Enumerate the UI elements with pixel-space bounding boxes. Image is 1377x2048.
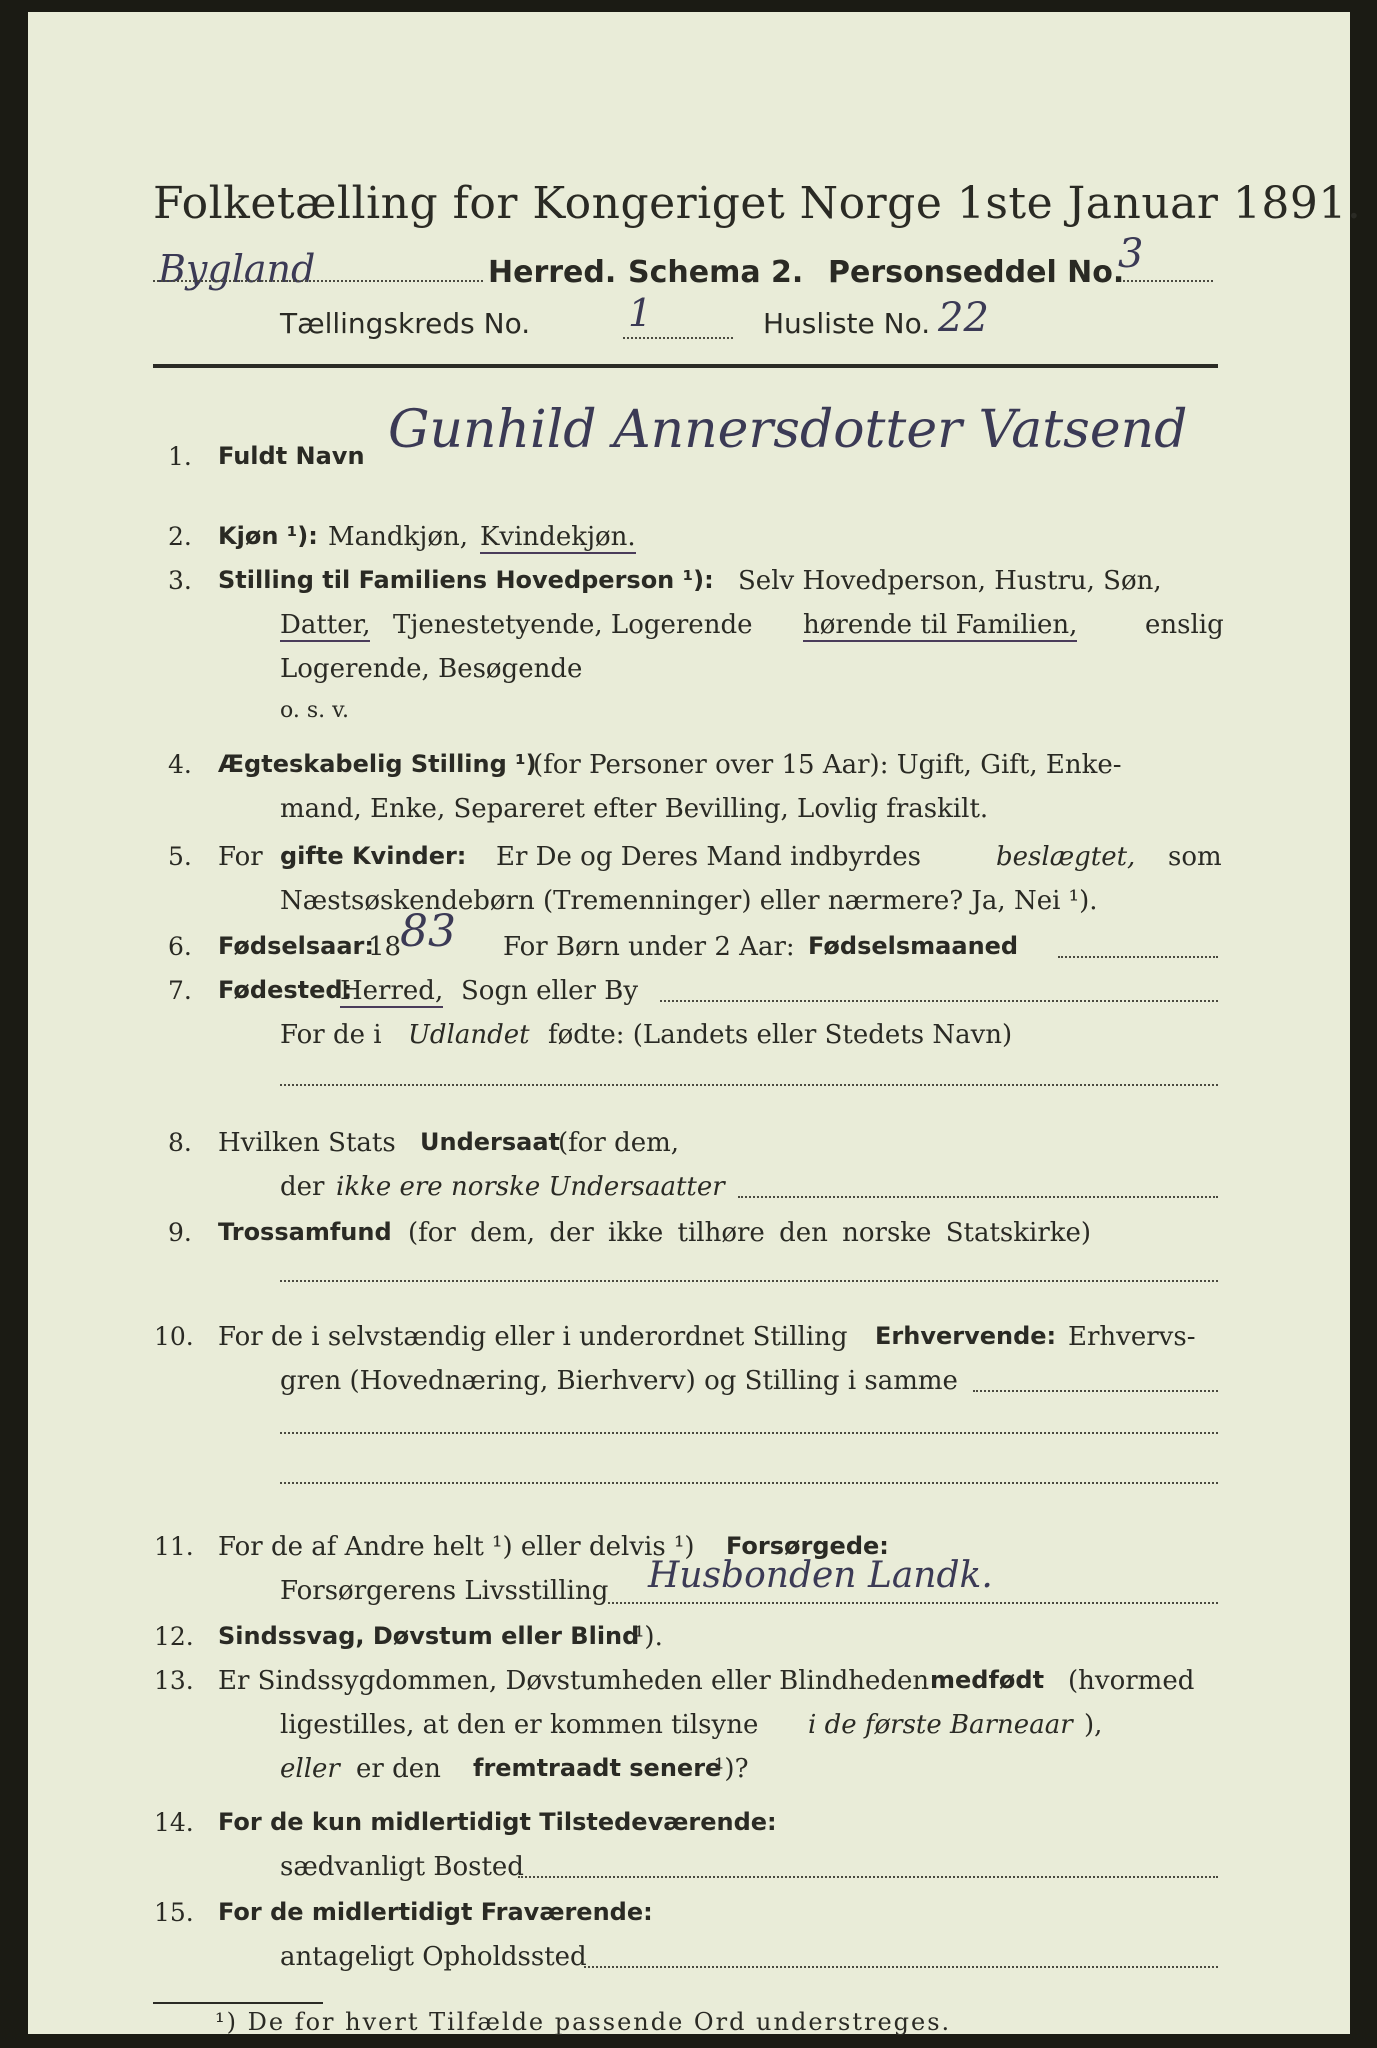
- kreds-value: 1: [628, 291, 653, 335]
- q13-eller: eller: [280, 1754, 340, 1784]
- q3-datter: Datter,: [280, 610, 371, 640]
- q13-line3b: er den: [356, 1754, 441, 1784]
- q5-line2: Næstsøskendebørn (Tremenninger) eller nærmere? Ja, Nei ¹).: [280, 886, 1098, 916]
- q1-number: 1.: [168, 442, 192, 471]
- q13-line1b: (hvormed: [1068, 1666, 1195, 1696]
- q2-option-male: Mandkjøn,: [328, 522, 468, 552]
- q14-label: For de kun midlertidigt Tilstedeværende:: [218, 1808, 777, 1836]
- q8-number: 8.: [168, 1128, 192, 1157]
- q4-number: 4.: [168, 750, 192, 779]
- q1-name-value: Gunhild Annersdotter Vatsend: [388, 400, 1188, 460]
- q2-number: 2.: [168, 522, 192, 551]
- q10-label: Erhvervende:: [875, 1322, 1057, 1350]
- q9-line1: (for dem, der ikke tilhøre den norske Statskirke): [408, 1218, 1092, 1248]
- q5-label: gifte Kvinder:: [280, 842, 467, 870]
- q3-line3: Logerende, Besøgende: [280, 654, 583, 684]
- q6-fodselsmaaned: Fødselsmaaned: [808, 932, 1019, 960]
- q13-forste-barneaar: i de første Barneaar: [808, 1710, 1073, 1740]
- footnote-rule: [153, 2002, 323, 2004]
- form-title: Folketælling for Kongeriget Norge 1ste Januar 1891.: [153, 178, 1362, 229]
- q13-fremtraadt: fremtraadt senere: [473, 1754, 722, 1782]
- q13-line3d: ¹)?: [714, 1754, 749, 1784]
- q3-number: 3.: [168, 566, 192, 595]
- q6-dotline: [1058, 956, 1218, 958]
- q3-line4: o. s. v.: [280, 698, 349, 723]
- herred-value: Bygland: [158, 247, 316, 291]
- q7-number: 7.: [168, 976, 192, 1005]
- kreds-label: Tællingskreds No.: [280, 307, 531, 340]
- personseddel-dotline: [1123, 280, 1213, 282]
- q8-der: der: [280, 1172, 325, 1202]
- kreds-dotline: [623, 337, 733, 339]
- q6-year-value: 83: [400, 906, 456, 957]
- q7-sogn: Sogn eller By: [461, 976, 639, 1006]
- q13-line2c: ),: [1084, 1710, 1103, 1740]
- q4-label: Ægteskabelig Stilling ¹): [218, 750, 537, 778]
- q15-number: 15.: [154, 1898, 194, 1927]
- q14-line2: sædvanligt Bosted: [280, 1852, 524, 1882]
- q11-line1a: For de af Andre helt ¹) eller delvis ¹): [218, 1532, 695, 1562]
- q11-dotline: [608, 1602, 1218, 1604]
- q6-prefix: 18: [368, 932, 402, 962]
- q11-livsstilling-value: Husbonden Landk.: [648, 1555, 993, 1596]
- husliste-label: Husliste No.: [763, 307, 931, 340]
- herred-label: Herred.: [488, 255, 617, 290]
- q5-som: som: [1168, 842, 1222, 872]
- q7-herred: Herred,: [340, 976, 444, 1006]
- q15-line2: antageligt Opholdssted: [280, 1942, 587, 1972]
- q6-label: Fødselsaar:: [218, 932, 374, 960]
- q2-label: Kjøn ¹):: [218, 522, 318, 550]
- q13-line1a: Er Sindssygdommen, Døvstumheden eller Blindheden: [218, 1666, 930, 1696]
- q13-line2a: ligestilles, at den er kommen tilsyne: [280, 1710, 759, 1740]
- q2-option-female: Kvindekjøn.: [480, 522, 636, 552]
- q1-label: Fuldt Navn: [218, 442, 365, 470]
- herred-dotline: [153, 280, 483, 282]
- q6-number: 6.: [168, 932, 192, 961]
- census-form-sheet: [28, 12, 1362, 2034]
- q14-number: 14.: [154, 1808, 194, 1837]
- q14-dotline: [518, 1876, 1218, 1878]
- q10-dotline3: [280, 1482, 1218, 1484]
- q10-number: 10.: [154, 1322, 194, 1351]
- q15-dotline: [584, 1966, 1218, 1968]
- q5-line1: Er De og Deres Mand indbyrdes: [496, 842, 922, 872]
- q7-dotline2: [280, 1084, 1218, 1086]
- q7-line2: fødte: (Landets eller Stedets Navn): [548, 1020, 1013, 1050]
- q9-dotline: [280, 1280, 1218, 1282]
- q10-line1b: Erhvervs-: [1068, 1322, 1196, 1352]
- q8-dotline: [738, 1196, 1218, 1198]
- header-rule: [153, 364, 1218, 368]
- q3-label: Stilling til Familiens Hovedperson ¹):: [218, 566, 714, 594]
- q12-label: Sindssvag, Døvstum eller Blind: [218, 1622, 640, 1650]
- q4-line2: mand, Enke, Separeret efter Bevilling, Lovlig fraskilt.: [280, 794, 989, 824]
- q3-enslig: enslig: [1145, 610, 1224, 640]
- q12-tail: ¹).: [634, 1622, 663, 1652]
- personseddel-label: Personseddel No.: [828, 255, 1125, 290]
- q5-for: For: [218, 842, 263, 872]
- q3-horende: hørende til Familien,: [803, 610, 1078, 640]
- q10-dotline1: [973, 1390, 1218, 1392]
- footnote: ¹) De for hvert Tilfælde passende Ord understreges.: [215, 2008, 952, 2036]
- q5-beslaegtet: beslægtet,: [996, 842, 1136, 872]
- q8-ikke-norske: ikke ere norske Undersaatter: [336, 1172, 725, 1202]
- q8-label: Undersaat: [420, 1128, 561, 1156]
- q13-number: 13.: [154, 1666, 194, 1695]
- q7-for-de-i: For de i: [280, 1020, 382, 1050]
- q10-dotline2: [280, 1432, 1218, 1434]
- q11-line2: Forsørgerens Livsstilling: [280, 1576, 609, 1606]
- q7-dotline: [660, 1000, 1218, 1002]
- q13-label: medfødt: [930, 1666, 1045, 1694]
- q3-line2: Tjenestetyende, Logerende: [393, 610, 753, 640]
- q8-line1b: (for dem,: [558, 1128, 680, 1158]
- q9-label: Trossamfund: [218, 1218, 392, 1246]
- q7-udlandet: Udlandet: [408, 1020, 530, 1050]
- q15-label: For de midlertidigt Fraværende:: [218, 1898, 653, 1926]
- q7-label: Fødested:: [218, 976, 353, 1004]
- q9-number: 9.: [168, 1218, 192, 1247]
- q4-line1: (for Personer over 15 Aar): Ugift, Gift, Enke-: [533, 750, 1122, 780]
- q5-number: 5.: [168, 842, 192, 871]
- q3-line1: Selv Hovedperson, Hustru, Søn,: [738, 566, 1162, 596]
- husliste-value: 22: [938, 295, 989, 341]
- q6-for-born: For Børn under 2 Aar:: [503, 932, 795, 962]
- q8-line1a: Hvilken Stats: [218, 1128, 396, 1158]
- q10-line2: gren (Hovednæring, Bierhverv) og Stilling i samme: [280, 1366, 958, 1396]
- q10-line1a: For de i selvstændig eller i underordnet Stilling: [218, 1322, 848, 1352]
- q12-number: 12.: [154, 1622, 194, 1651]
- personseddel-value: 3: [1118, 231, 1144, 277]
- q11-label: Forsørgede:: [726, 1532, 889, 1560]
- schema-label: Schema 2.: [628, 255, 804, 290]
- q11-number: 11.: [154, 1532, 194, 1561]
